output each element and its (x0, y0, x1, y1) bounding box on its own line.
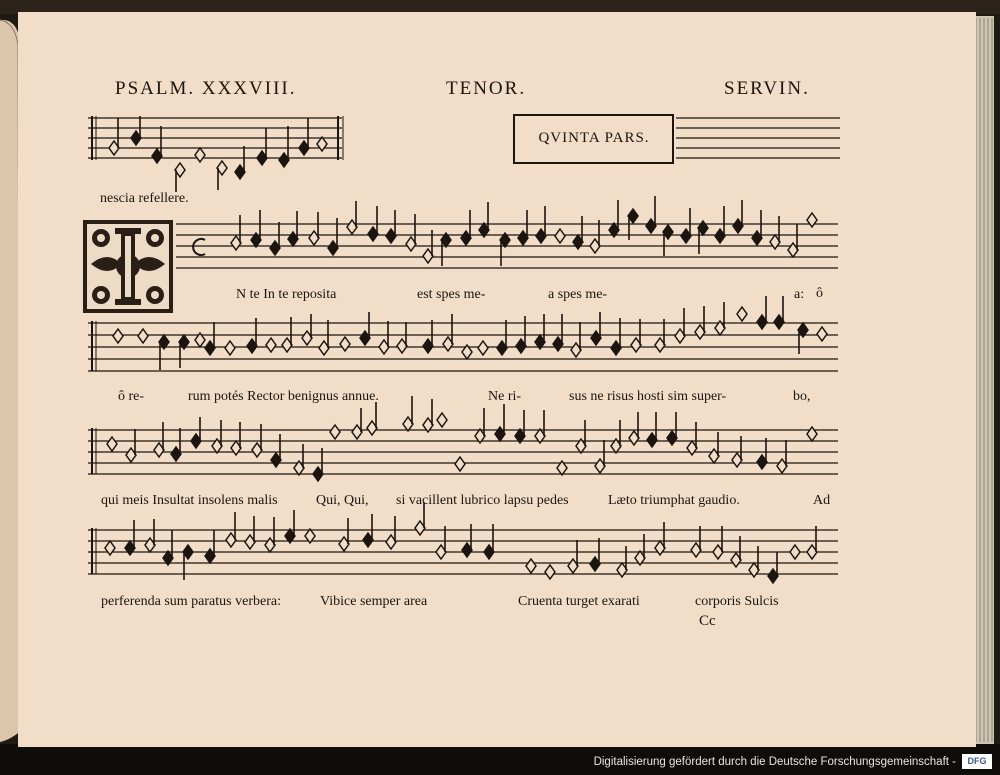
music-note (555, 229, 565, 243)
psalm-number: PSALM. XXXVIII. (115, 78, 297, 99)
music-note (195, 148, 205, 162)
music-note (266, 338, 276, 352)
lyric-text: qui meis Insultat insolens malis (101, 493, 278, 508)
music-note (113, 329, 123, 343)
lyric-text: Qui, Qui, (316, 493, 369, 508)
section-label: QVINTA PARS. (538, 130, 650, 146)
music-note (317, 137, 327, 151)
music-note (455, 457, 465, 471)
lyric-text: nescia refellere. (100, 191, 189, 206)
lyric-text: si vacillent lubrico lapsu pedes (396, 493, 569, 508)
music-note (330, 425, 340, 439)
music-note (138, 329, 148, 343)
lyric-text: sus ne risus hosti sim super- (569, 389, 727, 404)
music-note (225, 341, 235, 355)
lyric-text: Ad (813, 493, 831, 508)
lyric-text: ô (816, 286, 823, 301)
music-note (790, 545, 800, 559)
lyric-text: ô re- (118, 389, 145, 404)
music-note (807, 427, 817, 441)
digitization-credit: Digitalisierung gefördert durch die Deutsche Forschungsgemeinschaft - (593, 756, 956, 768)
signature-mark: Cc (699, 613, 716, 629)
lyric-text: Læto triumphat gaudio. (608, 493, 740, 508)
music-note (807, 213, 817, 227)
lyric-text: N te In te reposita (236, 287, 337, 302)
lyric-text: a: (794, 287, 805, 302)
mensuration-sign (193, 239, 205, 255)
decorated-initial-I-icon (83, 220, 173, 313)
music-note (737, 307, 747, 321)
music-note (478, 341, 488, 355)
music-notation (18, 12, 976, 747)
music-note (817, 327, 827, 341)
music-note (437, 413, 447, 427)
music-note (340, 337, 350, 351)
music-note (105, 541, 115, 555)
lyric-text: rum potés Rector benignus annue. (188, 389, 379, 404)
music-note (545, 565, 555, 579)
lyric-text: corporis Sulcis (695, 594, 779, 609)
music-note (526, 559, 536, 573)
voice-part-title: TENOR. (446, 78, 527, 99)
lyric-text: Ne ri- (488, 389, 522, 404)
lyric-text: bo, (793, 389, 811, 404)
composer-name: SERVIN. (724, 78, 810, 99)
manuscript-page (18, 12, 976, 747)
lyric-text: perferenda sum paratus verbera: (101, 594, 281, 609)
dfg-logo: DFG (962, 754, 992, 769)
lyric-text: a spes me- (548, 287, 608, 302)
lyric-text: est spes me- (417, 287, 486, 302)
music-note (107, 437, 117, 451)
lyric-text: Cruenta turget exarati (518, 594, 640, 609)
lyric-text: Vibice semper area (320, 594, 428, 609)
